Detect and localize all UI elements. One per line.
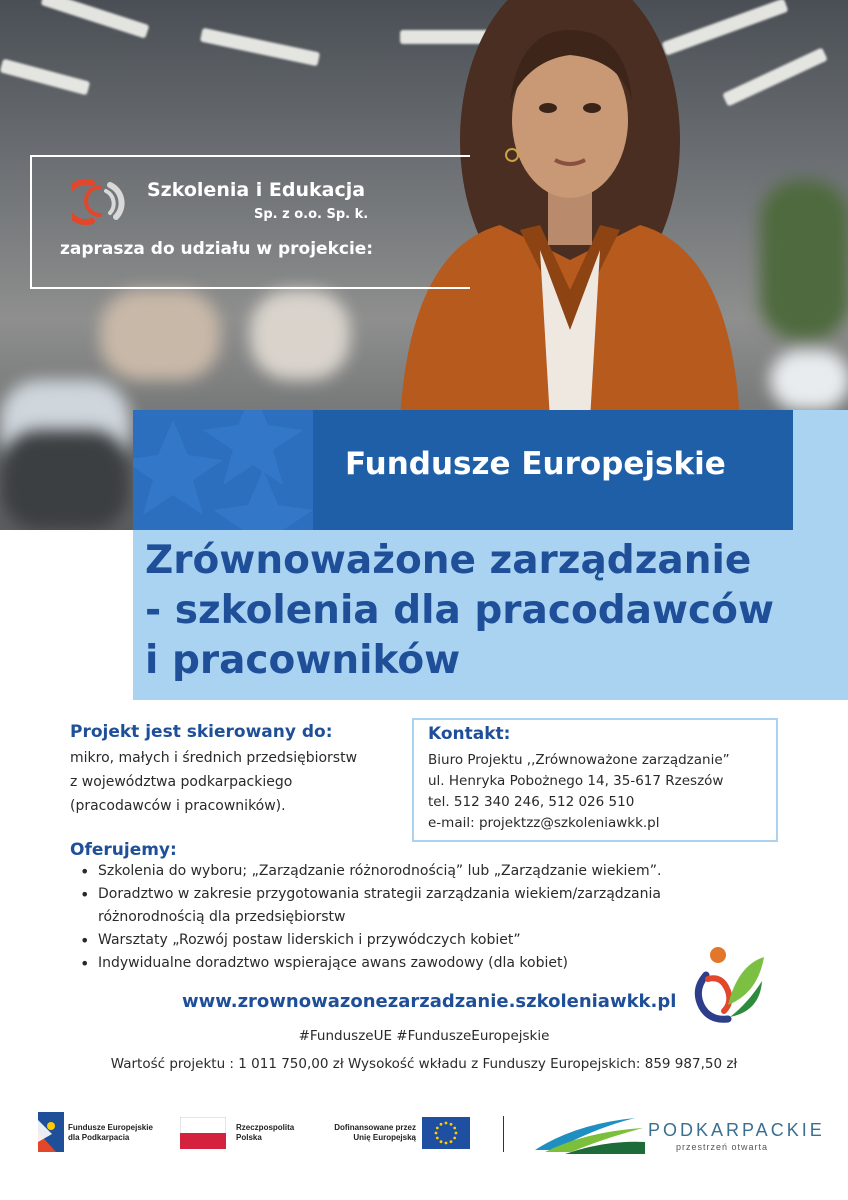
- fe-logo-line: Fundusze Europejskie: [68, 1123, 153, 1132]
- footer-divider: [503, 1116, 504, 1152]
- fe-flag-icon: [38, 1112, 64, 1152]
- polish-flag-icon: [180, 1117, 226, 1149]
- target-line: (pracodawców i pracowników).: [70, 798, 286, 814]
- contact-address: ul. Henryka Pobożnego 14, 35-617 Rzeszów: [428, 773, 724, 789]
- eu-flag-icon: [422, 1117, 470, 1149]
- fe-logo-line: dla Podkarpacia: [68, 1133, 130, 1142]
- fe-podkarpacie-logo: [38, 1112, 168, 1154]
- fe-title: Fundusze Europejskie: [345, 446, 726, 482]
- list-item: • Doradztwo w zakresie przygotowania strategii zarządzania wiekiem/zarządzania różnorodnością dla przedsiębiorstw: [78, 883, 738, 929]
- project-value: Wartość projektu : 1 011 750,00 zł Wysokość wkładu z Funduszy Europejskich: 859 987,50 zł: [110, 1056, 738, 1072]
- company-legal-form: Sp. z o.o. Sp. k.: [254, 207, 369, 222]
- contact-phone[interactable]: tel. 512 340 246, 512 026 510: [428, 794, 635, 810]
- company-name: Szkolenia i Edukacja: [147, 179, 366, 201]
- list-item: • Szkolenia do wyboru; „Zarządzanie różnorodnością” lub „Zarządzanie wiekiem”.: [78, 860, 738, 883]
- contact-heading: Kontakt:: [428, 724, 511, 744]
- project-title-line: i pracowników: [145, 638, 461, 683]
- region-name: PODKARPACKIE: [648, 1120, 825, 1140]
- target-line: z województwa podkarpackiego: [70, 774, 293, 790]
- rp-logo: [180, 1117, 310, 1151]
- rp-logo-line: Polska: [236, 1133, 262, 1142]
- project-title-line: Zrównoważone zarządzanie: [145, 538, 752, 583]
- sustainable-management-logo-icon: [688, 945, 764, 1025]
- contact-office: Biuro Projektu ,,Zrównoważone zarządzanie”: [428, 752, 730, 768]
- region-tagline: przestrzeń otwarta: [676, 1142, 769, 1152]
- eu-logo-line: Dofinansowane przez: [334, 1123, 416, 1132]
- eu-logo-line: Unię Europejską: [353, 1133, 416, 1142]
- list-item: • Warsztaty „Rozwój postaw liderskich i przywódczych kobiet”: [78, 929, 738, 952]
- podkarpackie-swoosh-icon: [535, 1114, 645, 1154]
- company-box: [30, 155, 470, 289]
- offer-heading: Oferujemy:: [70, 840, 177, 860]
- eu-logo: [322, 1117, 482, 1151]
- website-link[interactable]: www.zrownowazonezarzadzanie.szkoleniawkk.pl: [182, 991, 677, 1012]
- contact-email[interactable]: e-mail: projektzz@szkoleniawkk.pl: [428, 815, 660, 831]
- stars-decoration: [133, 410, 313, 530]
- target-text: [70, 746, 357, 818]
- target-heading: Projekt jest skierowany do:: [70, 722, 333, 742]
- offer-list: [78, 860, 738, 975]
- contact-box: [412, 718, 778, 842]
- company-logo-icon: [72, 177, 134, 225]
- target-line: mikro, małych i średnich przedsiębiorstw: [70, 750, 358, 766]
- project-title-line: - szkolenia dla pracodawców: [145, 588, 774, 633]
- project-title: [145, 536, 835, 686]
- contact-details: [428, 750, 730, 834]
- list-item: • Indywidualne doradztwo wspierające awans zawodowy (dla kobiet): [78, 952, 738, 975]
- invite-text: zaprasza do udziału w projekcie:: [60, 239, 374, 259]
- hashtags: #FunduszeUE #FunduszeEuropejskie: [298, 1028, 550, 1044]
- rp-logo-line: Rzeczpospolita: [236, 1123, 295, 1132]
